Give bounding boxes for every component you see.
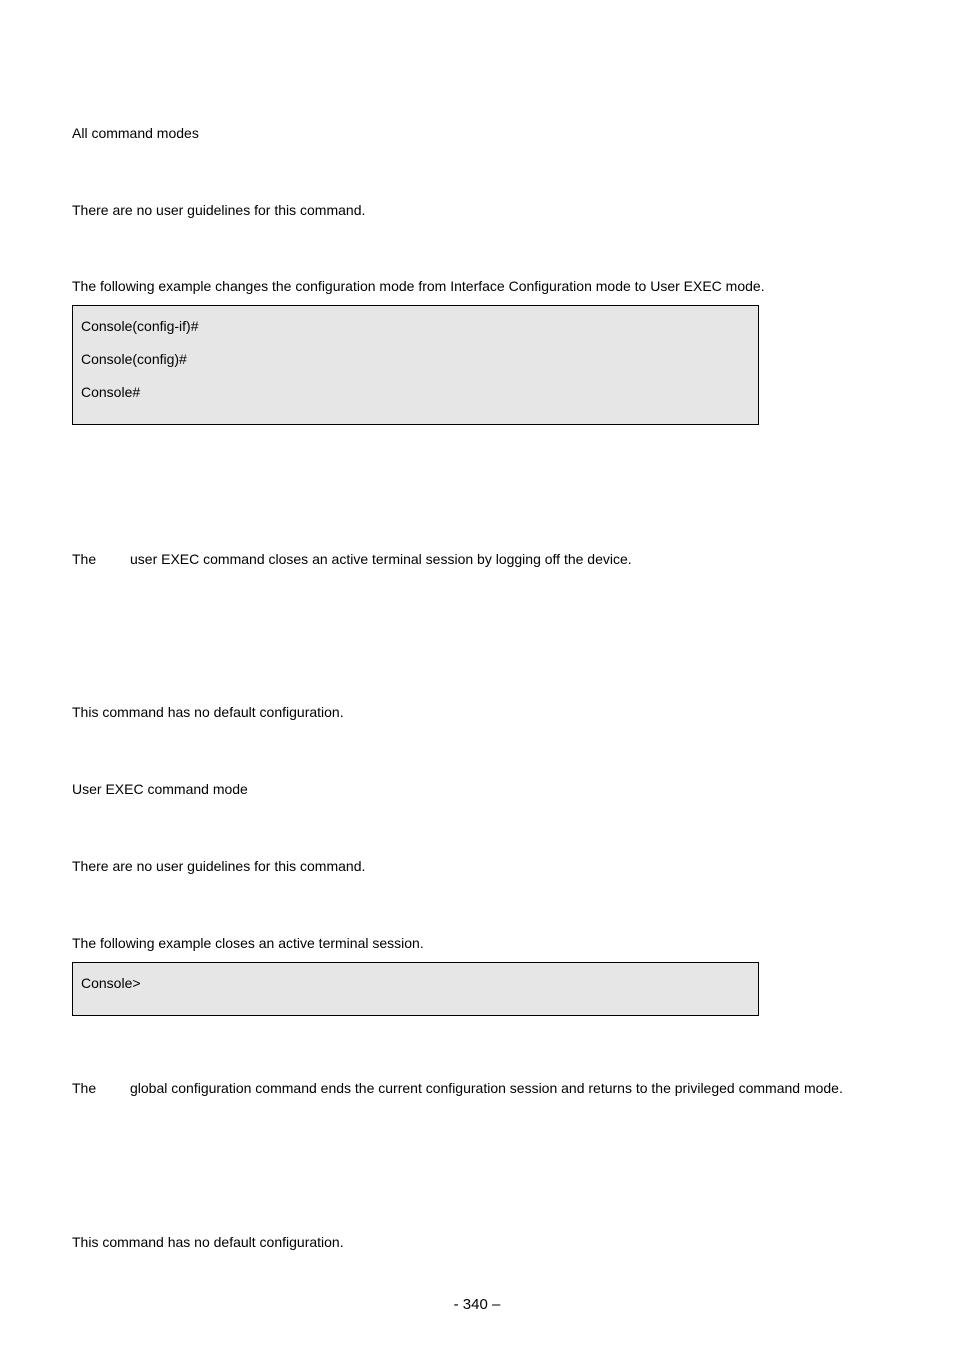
user-guidelines-text: There are no user guidelines for this command. (72, 202, 366, 218)
code-example-box (72, 962, 759, 1016)
example-intro-text: The following example closes an active terminal session. (72, 935, 424, 951)
code-line: Console> (81, 975, 141, 991)
code-line: Console(config)# (81, 351, 187, 367)
command-mode-text: All command modes (72, 125, 199, 141)
description-lead: The (72, 1080, 97, 1096)
description-text: user EXEC command closes an active terminal session by logging off the device. (130, 551, 632, 567)
page-number: - 340 – (453, 1296, 501, 1313)
code-example-box (72, 305, 759, 425)
example-intro-text: The following example changes the configuration mode from Interface Configuration mode to User EXEC mode. (72, 278, 765, 294)
command-mode-text: User EXEC command mode (72, 781, 248, 797)
description-lead: The (72, 551, 97, 567)
code-line: Console# (81, 384, 141, 400)
default-config-text: This command has no default configuration. (72, 1234, 344, 1250)
code-line: Console(config-if)# (81, 318, 199, 334)
default-config-text: This command has no default configuration. (72, 704, 344, 720)
command-description (72, 551, 632, 568)
description-text: global configuration command ends the current configuration session and returns to the privileged command mode. (130, 1080, 843, 1096)
command-description (72, 1080, 843, 1097)
user-guidelines-text: There are no user guidelines for this command. (72, 858, 366, 874)
